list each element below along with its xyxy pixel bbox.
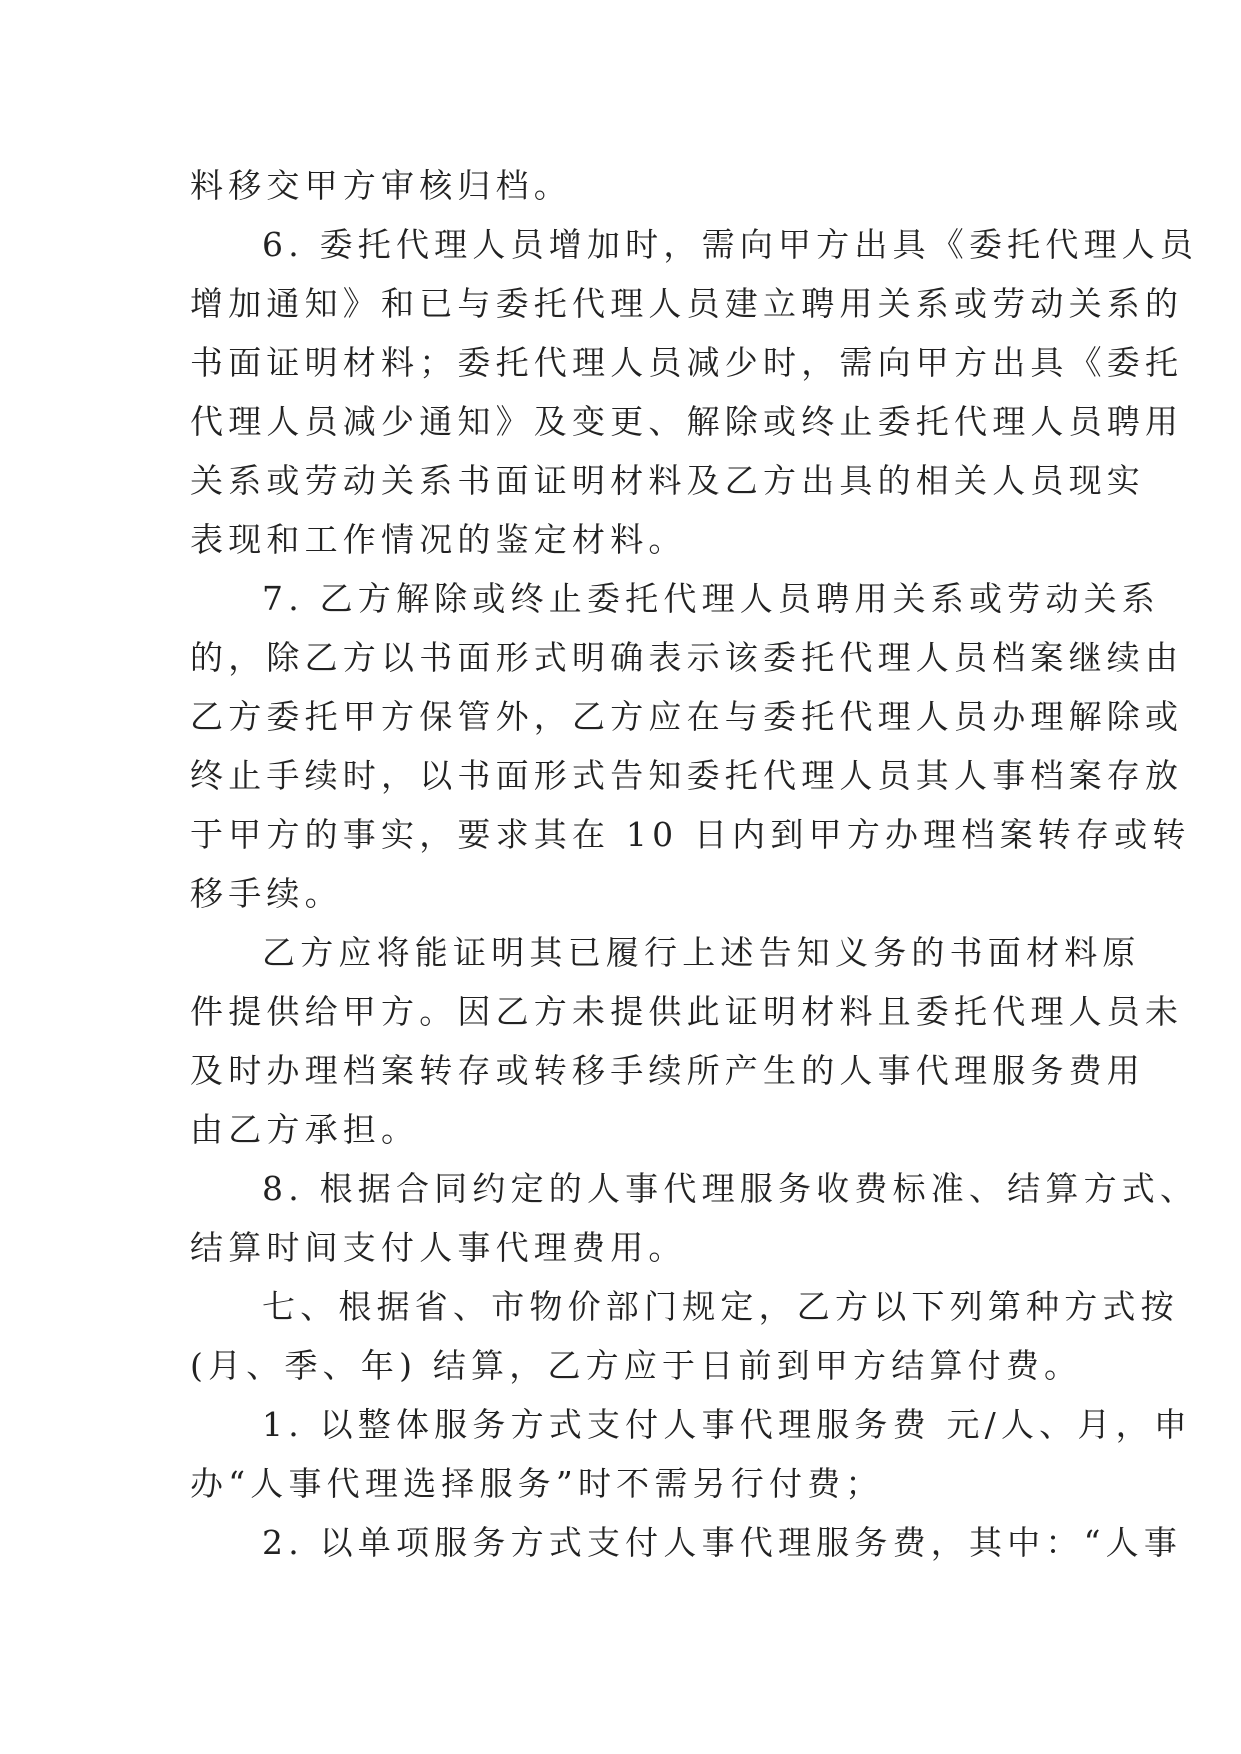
text-line: 1. 以整体服务方式支付人事代理服务费 元/人、月，申 <box>262 1405 1192 1444</box>
text-line: 七、根据省、市物价部门规定，乙方以下列第种方式按 <box>262 1287 1179 1326</box>
text-line: 结算时间支付人事代理费用。 <box>190 1228 687 1267</box>
text-line: 8. 根据合同约定的人事代理服务收费标准、结算方式、 <box>262 1169 1199 1208</box>
text-line: 办“人事代理选择服务”时不需另行付费； <box>190 1464 884 1503</box>
text-line: 终止手续时，以书面形式告知委托代理人员其人事档案存放 <box>190 756 1184 795</box>
text-line: 乙方委托甲方保管外，乙方应在与委托代理人员办理解除或 <box>190 697 1184 736</box>
text-line: 表现和工作情况的鉴定材料。 <box>190 520 687 559</box>
text-line: 代理人员减少通知》及变更、解除或终止委托代理人员聘用 <box>190 402 1184 441</box>
text-line: 增加通知》和已与委托代理人员建立聘用关系或劳动关系的 <box>190 284 1184 323</box>
text-line: 件提供给甲方。因乙方未提供此证明材料且委托代理人员未 <box>190 992 1184 1031</box>
text-line: 乙方应将能证明其已履行上述告知义务的书面材料原 <box>262 933 1141 972</box>
text-line: 的，除乙方以书面形式明确表示该委托代理人员档案继续由 <box>190 638 1184 677</box>
text-line: 料移交甲方审核归档。 <box>190 166 572 205</box>
document-body <box>190 156 1199 1572</box>
text-line: 7. 乙方解除或终止委托代理人员聘用关系或劳动关系 <box>262 579 1160 618</box>
text-line: 6. 委托代理人员增加时，需向甲方出具《委托代理人员 <box>262 225 1199 264</box>
text-line: 书面证明材料；委托代理人员减少时，需向甲方出具《委托 <box>190 343 1184 382</box>
text-line: 移手续。 <box>190 874 343 913</box>
text-line: (月、季、年) 结算，乙方应于日前到甲方结算付费。 <box>190 1346 1083 1385</box>
text-line: 于甲方的事实，要求其在 10 日内到甲方办理档案转存或转 <box>190 815 1191 854</box>
text-line: 及时办理档案转存或转移手续所产生的人事代理服务费用 <box>190 1051 1145 1090</box>
text-line: 关系或劳动关系书面证明材料及乙方出具的相关人员现实 <box>190 461 1145 500</box>
text-line: 2. 以单项服务方式支付人事代理服务费，其中：“人事 <box>262 1523 1183 1562</box>
text-line: 由乙方承担。 <box>190 1110 420 1149</box>
